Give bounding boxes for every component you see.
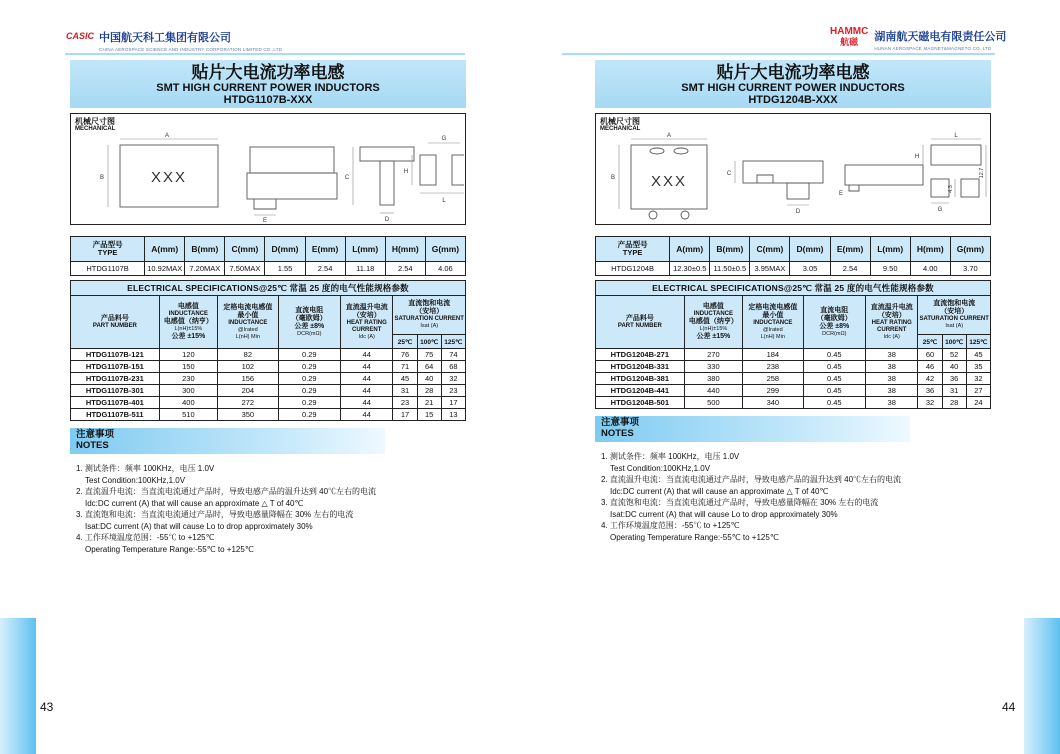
company-name-en-right: HUNAN AEROSPACE MAGNET&MAGNETO CO.,LTD	[874, 46, 992, 51]
spec-table	[70, 280, 466, 421]
page-right	[595, 60, 991, 543]
type-table-row: HTDG1204B 12.30±0.5 11.50±0.5 3.95MAX 3.05 2.54 9.50 4.00 3.70	[596, 262, 991, 276]
notes-banner-en: NOTES	[601, 427, 634, 439]
dim-b: B	[99, 175, 105, 181]
header-rule-right	[562, 53, 995, 55]
spec-table-row: HTDG1204B-331 330 238 0.45 38 46 40 35	[596, 361, 991, 373]
hdr-temp-125: 125℃	[966, 335, 990, 349]
spec-table-title: ELECTRICAL SPECIFICATIONS@25℃ 常温 25 度的电气性能规格参数	[596, 281, 991, 296]
dim-d: D	[384, 217, 390, 223]
header-rule-left	[65, 53, 465, 55]
hammc-logo-cn: 航磁	[840, 37, 859, 47]
part-series: HTDG1107B-XXX	[223, 94, 313, 106]
note-item: 1. 测试条件：频率 100KHz，电压 1.0V Test Condition:100KHz,1.0V	[76, 464, 215, 485]
hdr-saturation-current: 直流饱和电流 （安培） SATURATION CURRENT Isat (A)	[393, 296, 466, 335]
hdr-part-number: 产品料号 PART NUMBER	[71, 296, 160, 349]
col-c: C(mm)	[225, 237, 265, 262]
mechanical-label-en: MECHANICAL	[600, 126, 641, 132]
dim-l: L	[442, 198, 446, 204]
note-item: 2. 直流温升电流：当直流电流通过产品时，导致电感产品的温升达到 40℃左右的电流 Idc:DC current (A) that will cause an approximate △ T of 40℃	[601, 475, 902, 496]
notes-banner-cn: 注意事项	[76, 429, 115, 440]
casic-logo	[66, 28, 282, 52]
page-title-en: SMT HIGH CURRENT POWER INDUCTORS	[681, 82, 905, 94]
hdr-dcr: 直流电阻 （毫欧姆） 公差 ±8% DCR(mΩ)	[278, 296, 340, 349]
notes-banner-cn: 注意事项	[601, 417, 640, 428]
hammc-logo	[830, 27, 1006, 51]
title-banner	[595, 60, 991, 108]
title-banner	[70, 60, 466, 108]
type-table	[70, 236, 466, 276]
note-item: 4. 工作环境温度范围：-55℃ to +125℃ Operating Temperature Range:-55℃ to +125℃	[601, 521, 779, 542]
note-item: 3. 直流饱和电流：当直流电流通过产品时，导致电感量降幅在 30% 左右的电流 Isat:DC current (A) that will cause Lo to drop approximately 30%	[76, 510, 354, 531]
hdr-temp-100: 100℃	[417, 335, 441, 349]
mechanical-label-cn: 机械尺寸图	[600, 117, 640, 126]
spec-table-row: HTDG1204B-441 440 299 0.45 38 36 31 27	[596, 385, 991, 397]
spec-table-row: HTDG1107B-151 150 102 0.29 44 71 64 68	[71, 361, 466, 373]
page-title-en: SMT HIGH CURRENT POWER INDUCTORS	[156, 82, 380, 94]
hdr-dcr: 直流电阻 （毫欧姆） 公差 ±8% DCR(mΩ)	[803, 296, 865, 349]
col-l: L(mm)	[870, 237, 910, 262]
note-item: 1. 测试条件：频率 100KHz，电压 1.0V Test Condition:100KHz,1.0V	[601, 452, 740, 473]
mechanical-box	[70, 113, 466, 225]
casic-logo-icon: CASIC	[66, 31, 95, 41]
hdr-inductance-min: 定格电流电感值 最小值 INDUCTANCE @Irated L(nH) Min	[218, 296, 278, 349]
dim-l: L	[954, 133, 958, 139]
note-item: 4. 工作环境温度范围：-55℃ to +125℃ Operating Temperature Range:-55℃ to +125℃	[76, 533, 254, 554]
col-h: H(mm)	[910, 237, 950, 262]
type-table	[595, 236, 991, 276]
note-item: 2. 直流温升电流：当直流电流通过产品时，导致电感产品的温升达到 40℃左右的电流 Idc:DC current (A) that will cause an approximate △ T of 40℃	[76, 487, 377, 508]
page-title-cn: 贴片大电流功率电感	[716, 63, 870, 82]
col-a: A(mm)	[670, 237, 710, 262]
notes-banner	[70, 428, 385, 454]
company-name-cn-right: 湖南航天磁电有限责任公司	[874, 31, 1007, 43]
dim-g: G	[441, 136, 447, 142]
spec-table-row: HTDG1107B-511 510 350 0.29 44 17 15 13	[71, 409, 466, 421]
hdr-part-number: 产品料号 PART NUMBER	[596, 296, 685, 349]
hdr-inductance: 电感值 INDUCTANCE 电感值（纳亨） L(nH)±15% 公差 ±15%	[159, 296, 217, 349]
dim-b: B	[610, 175, 616, 181]
mechanical-box	[595, 113, 991, 225]
spec-table-row: HTDG1204B-271 270 184 0.45 38 60 52 45	[596, 349, 991, 361]
page-left	[70, 60, 466, 555]
col-h: H(mm)	[385, 237, 425, 262]
page-number-right: 44	[1002, 700, 1016, 714]
hdr-temp-125: 125℃	[441, 335, 465, 349]
col-d: D(mm)	[790, 237, 830, 262]
hdr-temp-100: 100℃	[942, 335, 966, 349]
col-c: C(mm)	[750, 237, 790, 262]
spec-table-row: HTDG1107B-301 300 204 0.29 44 31 28 23	[71, 385, 466, 397]
footer-strip-left	[0, 618, 36, 754]
mechanical-drawing	[72, 131, 464, 223]
col-g: G(mm)	[425, 237, 465, 262]
col-b: B(mm)	[710, 237, 750, 262]
hdr-saturation-current: 直流饱和电流 （安培） SATURATION CURRENT Isat (A)	[918, 296, 991, 335]
dim-c: C	[726, 171, 732, 177]
dim-a: A	[666, 133, 672, 139]
dim-e: E	[262, 218, 268, 223]
hdr-inductance: 电感值 INDUCTANCE 电感值（纳亨） L(nH)±15% 公差 ±15%	[684, 296, 742, 349]
dim-e: E	[838, 191, 844, 197]
notes-banner-en: NOTES	[76, 439, 109, 451]
col-a: A(mm)	[145, 237, 185, 262]
dim-c: C	[344, 175, 350, 181]
col-d: D(mm)	[265, 237, 305, 262]
hdr-temp-25: 25℃	[393, 335, 417, 349]
spec-table-row: HTDG1107B-401 400 272 0.29 44 23 21 17	[71, 397, 466, 409]
spec-table	[595, 280, 991, 409]
hammc-logo-icon: HAMMC	[830, 26, 869, 37]
spec-table-row: HTDG1107B-121 120 82 0.29 44 76 75 74	[71, 349, 466, 361]
hdr-temp-25: 25℃	[918, 335, 942, 349]
mechanical-label-en: MECHANICAL	[75, 126, 116, 132]
col-e: E(mm)	[830, 237, 870, 262]
footer-strip-right	[1024, 618, 1060, 754]
mechanical-drawing	[597, 131, 989, 223]
spec-table-row: HTDG1204B-381 380 258 0.45 38 42 36 32	[596, 373, 991, 385]
company-name-en-left: CHINA AEROSPACE SCIENCE AND INDUSTRY CORPORATION LIMITED CO.,LTD	[99, 47, 283, 52]
part-marking: XXX	[150, 169, 188, 186]
notes-banner	[595, 416, 910, 442]
type-table-header: 产品型号 TYPE	[596, 237, 670, 262]
part-series: HTDG1204B-XXX	[748, 94, 838, 106]
dim-g: G	[937, 207, 943, 213]
dim-12-7: 12.7	[979, 167, 985, 179]
type-table-header: 产品型号 TYPE	[71, 237, 145, 262]
spec-table-title: ELECTRICAL SPECIFICATIONS@25℃ 常温 25 度的电气性能规格参数	[71, 281, 466, 296]
hdr-heat-rating-current: 直流温升电流 （安培） HEAT RATING CURRENT Idc (A)	[866, 296, 918, 349]
hdr-heat-rating-current: 直流温升电流 （安培） HEAT RATING CURRENT Idc (A)	[341, 296, 393, 349]
dim-a: A	[164, 133, 170, 139]
spec-table-row: HTDG1204B-501 500 340 0.45 38 32 28 24	[596, 397, 991, 409]
mechanical-label-cn: 机械尺寸图	[75, 117, 115, 126]
type-table-row: HTDG1107B 10.92MAX 7.20MAX 7.50MAX 1.55 2.54 11.18 2.54 4.06	[71, 262, 466, 276]
hdr-inductance-min: 定格电流电感值 最小值 INDUCTANCE @Irated L(nH) Min	[743, 296, 803, 349]
dim-d: D	[795, 209, 801, 215]
col-l: L(mm)	[345, 237, 385, 262]
col-b: B(mm)	[185, 237, 225, 262]
page-title-cn: 贴片大电流功率电感	[191, 63, 345, 82]
dim-h: H	[914, 154, 920, 160]
notes-list	[70, 463, 466, 555]
part-marking: XXX	[650, 173, 688, 190]
col-e: E(mm)	[305, 237, 345, 262]
col-g: G(mm)	[950, 237, 990, 262]
company-name-cn-left: 中国航天科工集团有限公司	[99, 32, 232, 44]
page-number-left: 43	[40, 700, 54, 714]
notes-list	[595, 451, 991, 543]
note-item: 3. 直流饱和电流：当直流电流通过产品时，导致电感量降幅在 30% 左右的电流 Isat:DC current (A) that will cause Lo to drop approximately 30%	[601, 498, 879, 519]
dim-4-3: 4.3	[948, 185, 954, 193]
dim-h: H	[403, 169, 409, 175]
spec-table-row: HTDG1107B-231 230 156 0.29 44 45 40 32	[71, 373, 466, 385]
